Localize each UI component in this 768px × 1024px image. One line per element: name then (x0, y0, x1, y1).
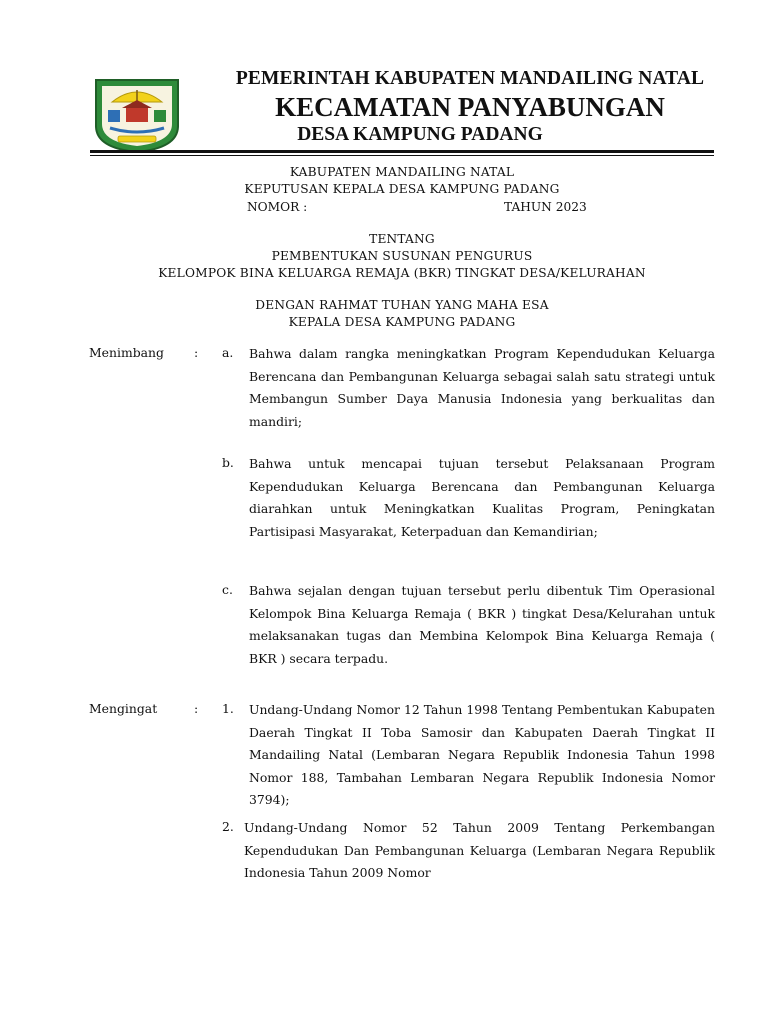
letterhead-village: DESA KAMPUNG PADANG (297, 124, 543, 145)
menimbang-item-text: Bahwa dalam rangka meningkatkan Program Kependudukan Keluarga Berencana dan Pembangunan Keluarga sebagai salah satu strategi untuk Membangun Sumber Daya Manusia Indonesia yang berkualitas dan mandiri; (249, 346, 715, 429)
menimbang-item-text: Bahwa untuk mencapai tujuan tersebut Pelaksanaan Program Kependudukan Keluarga Berencana dan Pembangunan Keluarga diarahkan untuk Meningkatkan Kualitas Program, Peningkatan Partisipasi Masyarakat, Keterpaduan dan Kemandirian; (249, 456, 715, 539)
letterhead-government: PEMERINTAH KABUPATEN MANDAILING NATAL (235, 68, 705, 89)
menimbang-label: Menimbang (89, 345, 164, 360)
preamble-line-2: KEPALA DESA KAMPUNG PADANG (288, 315, 516, 329)
preamble-line-1: DENGAN RAHMAT TUHAN YANG MAHA ESA (255, 298, 549, 312)
decree-title: KEPUTUSAN KEPALA DESA KAMPUNG PADANG (244, 182, 560, 196)
mengingat-item-marker: 1. (222, 701, 234, 716)
decree-regency: KABUPATEN MANDAILING NATAL (289, 165, 515, 179)
decree-number-label: NOMOR : (247, 200, 308, 214)
mengingat-label: Mengingat (89, 701, 158, 716)
menimbang-item-marker: c. (222, 582, 233, 597)
about-heading: TENTANG (369, 232, 435, 246)
regency-coat-of-arms-icon (92, 76, 182, 154)
letterhead-district: KECAMATAN PANYABUNGAN (275, 92, 665, 122)
mengingat-item-marker: 2. (222, 819, 234, 834)
mengingat-colon: : (194, 701, 199, 716)
mengingat-item-text: Undang-Undang Nomor 12 Tahun 1998 Tentang Pembentukan Kabupaten Daerah Tingkat II Toba Samosir dan Kabupaten Daerah Tingkat II Mandailing Natal (Lembaran Negara Republik Indonesia Tahun 1998 Nomor 188, Tambahan Lembaran Negara Republik Indonesia Nomor 3794); (249, 702, 715, 808)
menimbang-item-marker: a. (222, 345, 234, 360)
mengingat-item-text: Undang-Undang Nomor 52 Tahun 2009 Tentang Perkembangan Kependudukan Dan Pembangunan Keluarga (Lembaran Negara Republik Indonesia Tahun 2009 Nomor (244, 820, 715, 881)
menimbang-item-marker: b. (222, 455, 234, 470)
about-line-2: KELOMPOK BINA KELUARGA REMAJA (BKR) TINGKAT DESA/KELURAHAN (158, 266, 646, 280)
decree-year-label: TAHUN 2023 (504, 200, 587, 214)
menimbang-colon: : (194, 345, 199, 360)
letterhead-divider-thin (90, 155, 714, 156)
about-line-1: PEMBENTUKAN SUSUNAN PENGURUS (271, 249, 533, 263)
menimbang-item-text: Bahwa sejalan dengan tujuan tersebut perlu dibentuk Tim Operasional Kelompok Bina Keluarga Remaja ( BKR ) tingkat Desa/Kelurahan untuk melaksanakan tugas dan Membina Kelompok Bina Keluarga Remaja ( BKR ) secara terpadu. (249, 583, 715, 666)
letterhead-divider-thick (90, 150, 714, 153)
